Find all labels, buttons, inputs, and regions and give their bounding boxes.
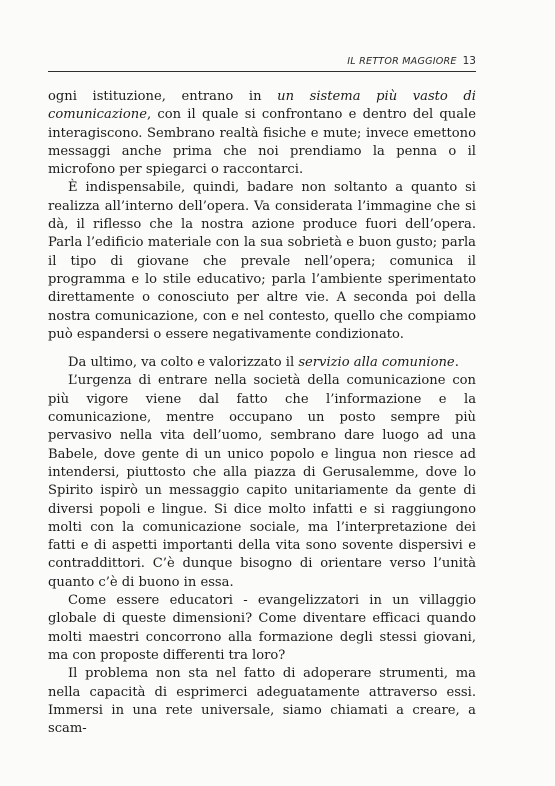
header-rule [48, 71, 476, 72]
paragraph-2 [48, 179, 476, 344]
paragraph-6-text: Il problema non sta nel fatto di adoperare strumenti, ma nella capacità di esprimerci adeguatamente attraverso essi. Immersi in una rete universale, siamo chiamati a creare, a scam- [48, 666, 476, 737]
paragraph-3-segment-3: . [454, 355, 459, 371]
paragraph-5 [48, 592, 476, 665]
paragraph-1-segment-1: ogni istituzione, entrano in [48, 89, 278, 104]
paragraph-3-italic-phrase: servizio alla comunione [298, 355, 455, 371]
page-number: 13 [462, 55, 476, 67]
paragraph-5-text: Come essere educatori - evangelizzatori in un villaggio globale di queste dimensioni? Come diventare efficaci quando molti maestri concorrono alla formazione degli stessi giovani, ma con proposte differenti tra loro? [48, 593, 476, 663]
paragraph-3-segment-1: Da ultimo, va colto e valorizzato il [68, 355, 299, 371]
paragraph-1-italic-phrase: un sistema più vasto di comunicazione [48, 89, 476, 123]
paragraph-2-text: È indispensabile, quindi, badare non soltanto a quanto si realizza all’interno dell’opera. Va considerata l’immagine che si dà, il riflesso che la nostra azione produce fuori dell’opera. Parla l’edificio materiale con la sua sobrietà e buon gusto; parla il tipo di giovane che prevale nell’opera; comunica il programma e lo stile educativo; parla l’ambiente sperimentato direttamente o conosciuto per altre vie. A seconda poi della nostra comunicazione, con e nel contesto, quello che compiamo può espandersi o essere negativamente condizionato. [48, 180, 476, 342]
paragraph-3 [48, 354, 476, 372]
paragraph-1-segment-3: , con il quale si confrontano e dentro del quale interagiscono. Sembrano realtà fisiche e mute; invece emettono messaggi anche prima che noi prendiamo la penna o il microfono per spiegarci o raccontarci. [48, 107, 476, 178]
paragraph-6 [48, 665, 476, 738]
paragraph-1 [48, 88, 476, 179]
running-title: IL RETTOR MAGGIORE [347, 56, 457, 67]
paragraph-4-text: L’urgenza di entrare nella società della comunicazione con più vigore viene dal fatto che l’informazione e la comunicazione, mentre occupano un posto sempre più pervasivo nella vita dell’uomo, sembrano dare luogo ad una Babele, dove gente di un unico popolo e lingua non riesce ad intendersi, piuttosto che alla piazza di Gerusalemme, dove lo Spirito ispirò un messaggio capito unitariamente da gente di diversi popoli e lingue. Si dice molto infatti e si raggiungono molti con la comunicazione sociale, ma l’interpretazione dei fatti e di aspetti importanti della vita sono sovente dispersivi e contraddittori. C’è dunque bisogno di orientare verso l’unità quanto c’è di buono in essa. [48, 373, 476, 590]
body-text [48, 88, 476, 738]
running-header [48, 53, 476, 69]
paragraph-4 [48, 372, 476, 592]
